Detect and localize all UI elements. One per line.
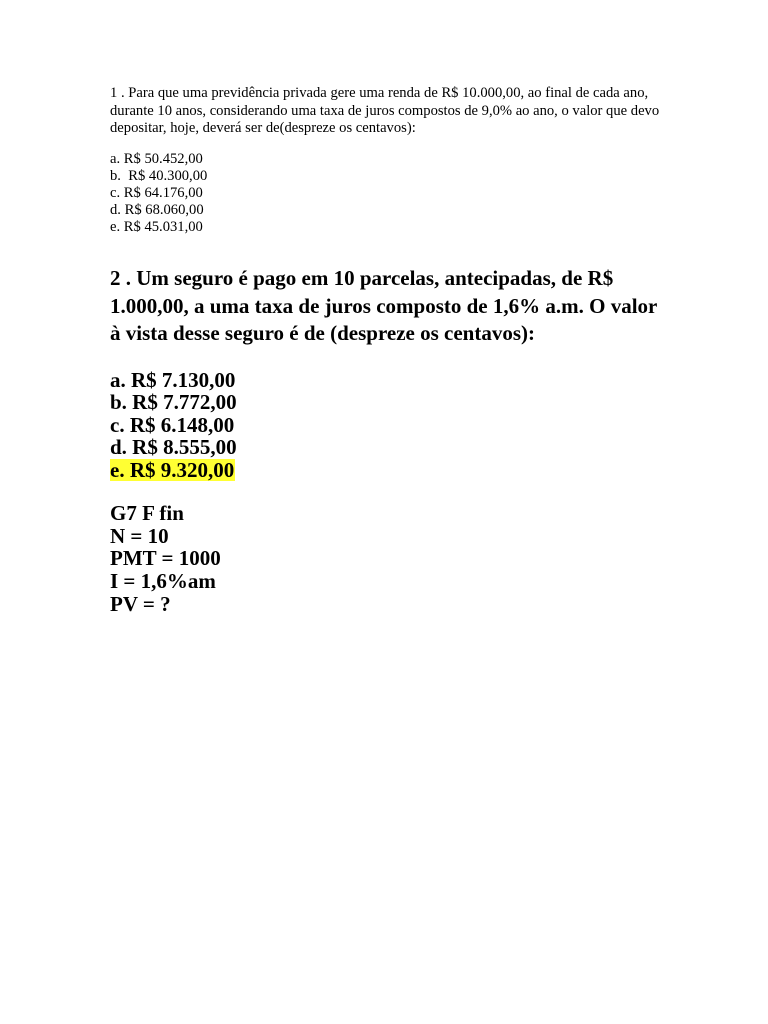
- question-1: [110, 85, 670, 236]
- question-1-option-b: b. R$ 40.300,00: [110, 167, 208, 184]
- calculation-notes: [110, 502, 670, 616]
- question-1-option-e: e. R$ 45.031,00: [110, 218, 203, 235]
- calc-line-n: N = 10: [110, 523, 169, 548]
- question-2-text: 2 . Um seguro é pago em 10 parcelas, antecipadas, de R$ 1.000,00, a uma taxa de juros composto de 1,6% a.m. O valor à vista desse seguro é de (despreze os centavos):: [110, 266, 657, 345]
- question-2-option-d: d. R$ 8.555,00: [110, 435, 237, 459]
- question-1-option-a: a. R$ 50.452,00: [110, 150, 203, 167]
- question-2: [110, 265, 670, 616]
- calc-line-pmt: PMT = 1000: [110, 546, 221, 571]
- question-2-option-a: a. R$ 7.130,00: [110, 367, 236, 392]
- question-2-option-c: c. R$ 6.148,00: [110, 412, 235, 437]
- question-1-text: 1 . Para que uma previdência privada gere uma renda de R$ 10.000,00, ao final de cada ano, durante 10 anos, considerando uma taxa de juros compostos de 9,0% ao ano, o valor que devo depositar, hoje, deverá ser de(despreze os centavos):: [110, 85, 660, 136]
- question-1-option-c: c. R$ 64.176,00: [110, 184, 203, 201]
- calc-line-i: I = 1,6%am: [110, 569, 216, 594]
- question-1-option-d: d. R$ 68.060,00: [110, 201, 204, 218]
- question-2-option-e-wrapper: [110, 459, 670, 482]
- calc-line-pv: PV = ?: [110, 591, 171, 616]
- question-2-option-e-highlighted: e. R$ 9.320,00: [110, 457, 235, 482]
- question-2-option-b: b. R$ 7.772,00: [110, 390, 237, 414]
- calc-line-mode: G7 F fin: [110, 501, 184, 525]
- question-2-options: [110, 369, 670, 482]
- question-1-options: [110, 151, 670, 236]
